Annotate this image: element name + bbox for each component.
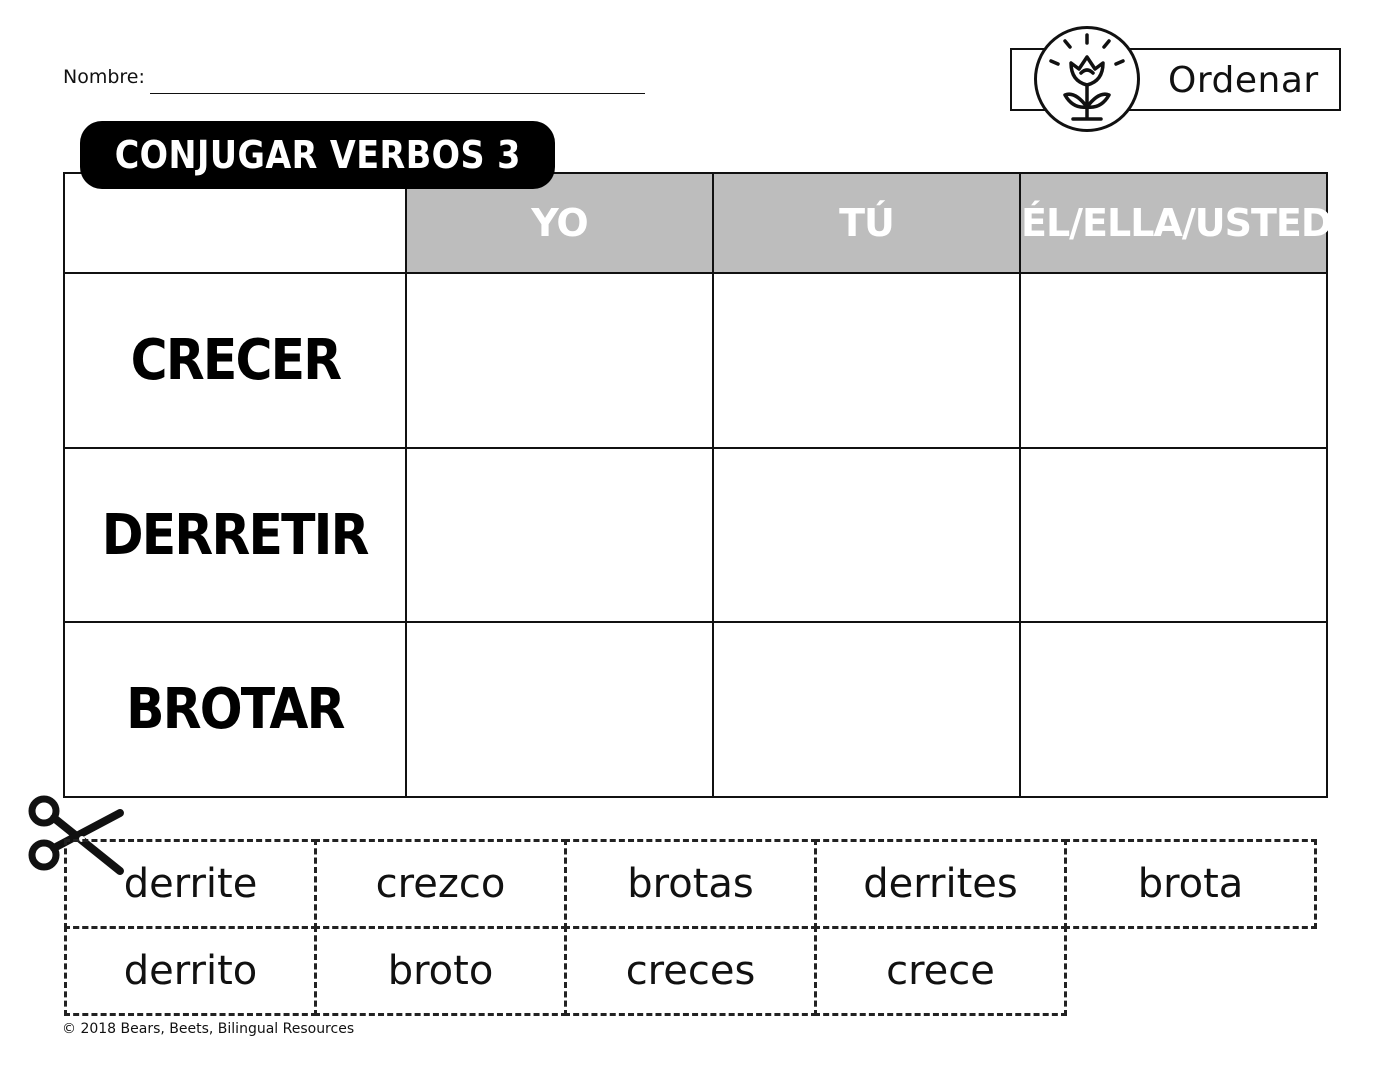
name-label: Nombre:	[63, 66, 145, 88]
verb-label: CRECER	[130, 328, 340, 393]
verb-label: DERRETIR	[102, 502, 368, 568]
word-card[interactable]: derrites	[814, 839, 1067, 929]
cut-cards-row-1	[64, 839, 1314, 929]
answer-cell[interactable]	[1020, 448, 1327, 622]
answer-cell[interactable]	[406, 622, 713, 797]
row-header-brotar	[64, 622, 406, 797]
name-field[interactable]	[150, 93, 645, 94]
answer-cell[interactable]	[406, 273, 713, 448]
row-header-crecer	[64, 273, 406, 448]
word-card[interactable]: creces	[564, 926, 817, 1016]
word-card[interactable]: brotas	[564, 839, 817, 929]
answer-cell[interactable]	[1020, 622, 1327, 797]
answer-cell[interactable]	[713, 273, 1020, 448]
answer-cell[interactable]	[1020, 273, 1327, 448]
word-card[interactable]: crezco	[314, 839, 567, 929]
word-card[interactable]: crece	[814, 926, 1067, 1016]
badge-label: Ordenar	[1168, 60, 1319, 101]
title-text: CONJUGAR VERBOS 3	[114, 133, 521, 177]
word-card[interactable]: broto	[314, 926, 567, 1016]
worksheet-title	[80, 121, 555, 189]
column-header-tu: TÚ	[713, 173, 1020, 273]
column-header-el-ella-usted: ÉL/ELLA/USTED	[1020, 173, 1327, 273]
cut-cards-row-2	[64, 926, 1064, 1016]
answer-cell[interactable]	[713, 622, 1020, 797]
word-card[interactable]: brota	[1064, 839, 1317, 929]
verb-label: BROTAR	[126, 677, 344, 742]
row-header-derretir	[64, 448, 406, 622]
word-card[interactable]: derrite	[64, 839, 317, 929]
flower-icon	[1034, 26, 1140, 132]
word-card[interactable]: derrito	[64, 926, 317, 1016]
answer-cell[interactable]	[713, 448, 1020, 622]
conjugation-table	[63, 172, 1332, 798]
column-header-yo: YO	[406, 173, 713, 273]
copyright-notice: © 2018 Bears, Beets, Bilingual Resources	[62, 1021, 355, 1037]
answer-cell[interactable]	[406, 448, 713, 622]
